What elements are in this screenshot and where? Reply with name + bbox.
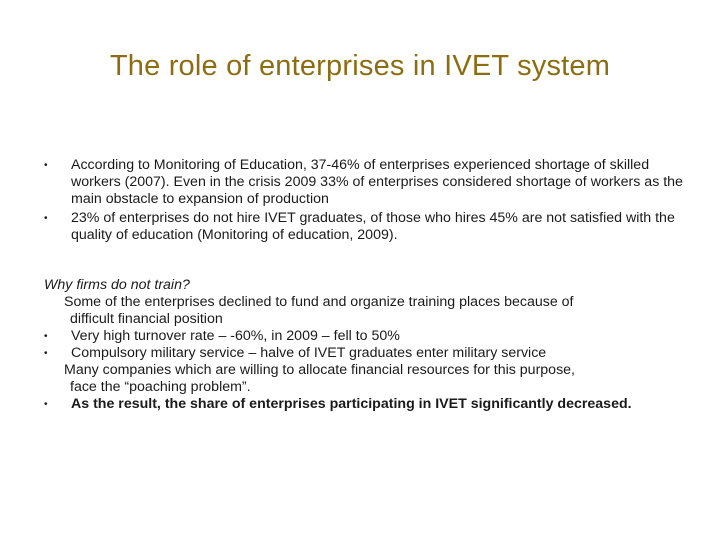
bullet-text-graduates: 23% of enterprises do not hire IVET graduates, of those who hires 45% are not satisfied with the quality of education (Monitoring of education, 2009). xyxy=(71,210,675,243)
paragraph-poaching xyxy=(64,362,674,396)
list-item xyxy=(0,157,720,208)
paragraph-line: Some of the enterprises declined to fund and organize training places because of xyxy=(64,294,574,310)
bullet-icon: • xyxy=(44,160,48,171)
paragraph-line: face the “poaching problem”. xyxy=(70,379,251,395)
bullet-icon: • xyxy=(44,213,48,224)
why-firms-section xyxy=(0,277,720,413)
bullet-icon: • xyxy=(44,331,48,342)
list-item xyxy=(0,345,720,362)
paragraph-line: Many companies which are willing to allocate financial resources for this purpose, xyxy=(64,362,575,378)
list-item xyxy=(0,210,720,244)
bullet-icon: • xyxy=(44,348,48,359)
paragraph-financial xyxy=(64,294,674,328)
section-heading: Why firms do not train? xyxy=(44,277,190,293)
list-item xyxy=(0,396,720,413)
bullet-text-military: Compulsory military service – halve of IVET graduates enter military service xyxy=(71,345,547,361)
bullet-icon: • xyxy=(44,399,48,410)
bullet-text-result: As the result, the share of enterprises participating in IVET significantly decreased. xyxy=(71,396,632,412)
slide-title: The role of enterprises in IVET system xyxy=(109,50,611,82)
bullet-text-turnover: Very high turnover rate – -60%, in 2009 – fell to 50% xyxy=(71,328,400,344)
paragraph-line: difficult financial position xyxy=(70,311,223,327)
bullet-text-shortage: According to Monitoring of Education, 37-46% of enterprises experienced shortage of skilled workers (2007). Even in the crisis 2009 33% of enterprises considered shortage of workers as the main obstacle to expansion of production xyxy=(71,157,683,207)
top-bullet-list xyxy=(0,157,720,244)
list-item xyxy=(0,328,720,345)
